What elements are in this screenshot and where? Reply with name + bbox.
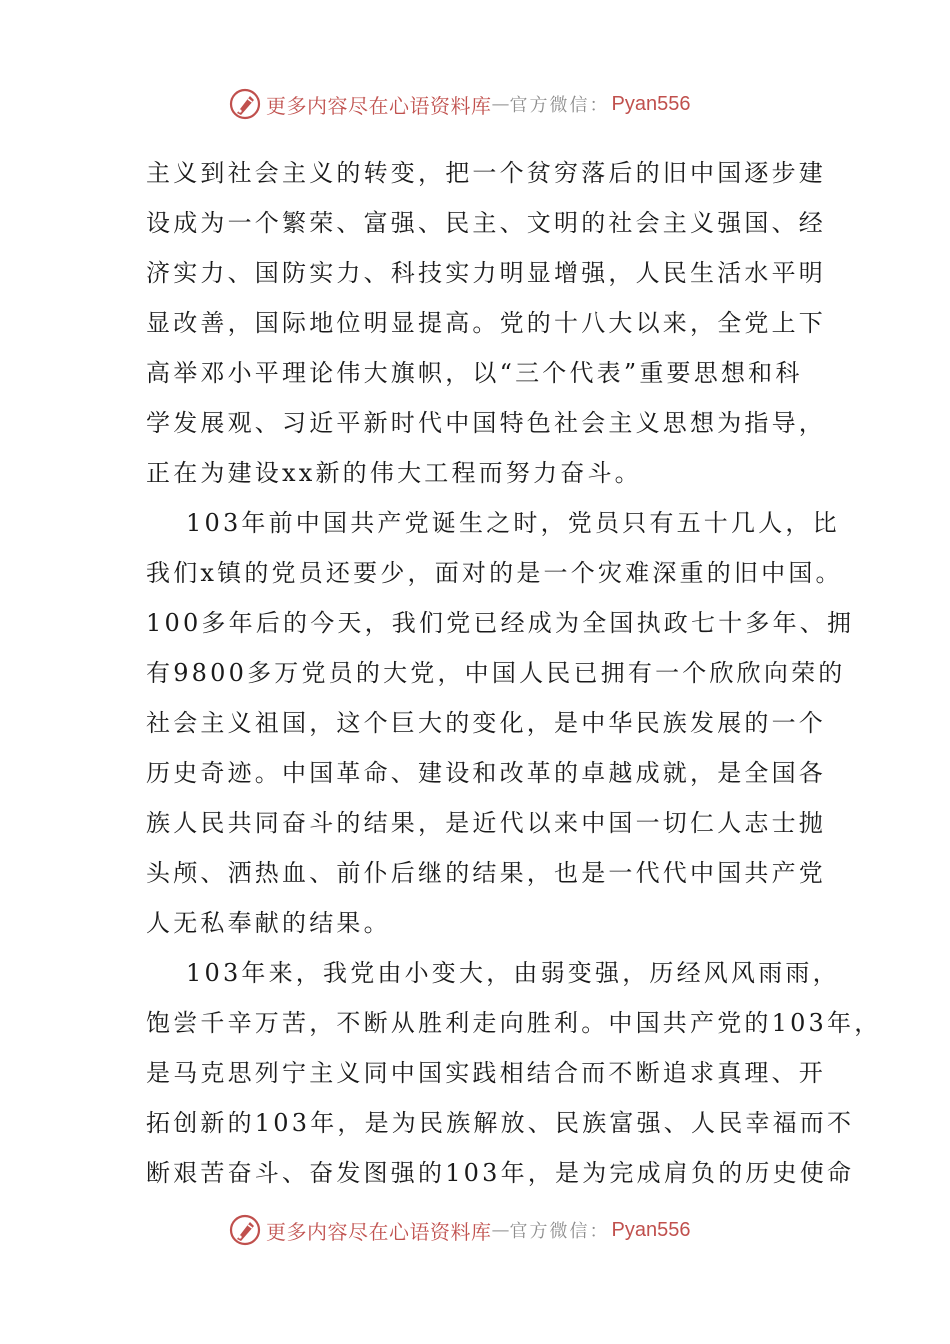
text-line: 历史奇迹。中国革命、建设和改革的卓越成就，是全国各 xyxy=(146,759,826,787)
text-line: 学发展观、习近平新时代中国特色社会主义思想为指导， xyxy=(146,409,826,437)
document-body xyxy=(146,148,882,1198)
text-line: 100多年后的今天，我们党已经成为全国执政七十多年、拥 xyxy=(146,609,855,637)
text-line: 人无私奉献的结果。 xyxy=(146,909,391,937)
watermark-dash: — xyxy=(491,1219,510,1241)
text-line: 设成为一个繁荣、富强、民主、文明的社会主义强国、经 xyxy=(146,209,826,237)
watermark-label: 官方微信： xyxy=(509,95,610,116)
text-line: 显改善，国际地位明显提高。党的十八大以来，全党上下 xyxy=(146,309,826,337)
pen-nib-logo-icon xyxy=(228,87,262,121)
pen-nib-logo-icon xyxy=(228,1213,262,1247)
text-line: 是马克思列宁主义同中国实践相结合而不断追求真理、开 xyxy=(146,1059,826,1087)
text-line: 社会主义祖国，这个巨大的变化，是中华民族发展的一个 xyxy=(146,709,826,737)
watermark-label: 官方微信： xyxy=(509,1221,610,1242)
text-line: 我们x镇的党员还要少，面对的是一个灾难深重的旧中国。 xyxy=(146,559,843,587)
paragraph-start-line: 103年前中国共产党诞生之时，党员只有五十几人，比 xyxy=(186,509,840,537)
text-line: 断艰苦奋斗、奋发图强的103年，是为完成肩负的历史使命 xyxy=(146,1159,855,1187)
text-line: 有9800多万党员的大党，中国人民已拥有一个欣欣向荣的 xyxy=(146,659,846,687)
text-line: 主义到社会主义的转变，把一个贫穷落后的旧中国逐步建 xyxy=(146,159,826,187)
paragraph-start-line: 103年来，我党由小变大，由弱变强，历经风风雨雨， xyxy=(186,959,840,987)
watermark-brand: 更多内容尽在心语资料库 xyxy=(266,1219,492,1244)
watermark-dash: — xyxy=(491,93,510,115)
footer-watermark xyxy=(228,1212,690,1248)
text-line: 拓创新的103年，是为民族解放、民族富强、人民幸福而不 xyxy=(146,1109,855,1137)
header-watermark xyxy=(228,86,690,122)
text-line: 正在为建设xx新的伟大工程而努力奋斗。 xyxy=(146,459,642,487)
text-line: 族人民共同奋斗的结果，是近代以来中国一切仁人志士抛 xyxy=(146,809,826,837)
text-line: 饱尝千辛万苦，不断从胜利走向胜利。中国共产党的103年， xyxy=(146,1009,882,1037)
watermark-wechat-id: Pyan556 xyxy=(611,92,691,115)
text-line: 高举邓小平理论伟大旗帜，以“三个代表”重要思想和科 xyxy=(146,359,803,387)
watermark-wechat-id: Pyan556 xyxy=(611,1218,691,1241)
watermark-brand: 更多内容尽在心语资料库 xyxy=(266,93,492,118)
text-line: 头颅、洒热血、前仆后继的结果，也是一代代中国共产党 xyxy=(146,859,826,887)
text-line: 济实力、国防实力、科技实力明显增强，人民生活水平明 xyxy=(146,259,826,287)
